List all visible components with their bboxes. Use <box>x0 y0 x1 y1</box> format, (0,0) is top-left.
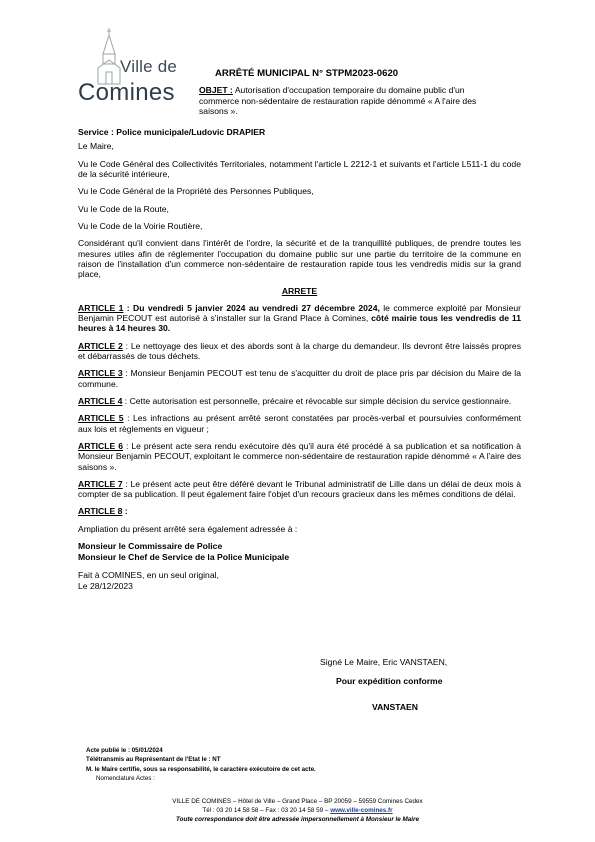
article-3 <box>78 368 521 389</box>
article-6-label: ARTICLE 6 <box>78 440 123 451</box>
teletransmission: Télétransmis au Représentant de l'Etat le : NT <box>86 756 221 764</box>
ampliation: Ampliation du présent arrêté sera également adressée à : <box>78 523 298 534</box>
footer-contact <box>0 806 595 815</box>
article-1-label: ARTICLE 1 <box>78 302 124 313</box>
object-text: Autorisation d'occupation temporaire du domaine public d'un commerce non-sédentaire de restauration rapide dénommé « A l'aire des saisons ». <box>199 85 477 117</box>
logo-line-comines: Comines <box>78 79 175 106</box>
signature-line: Signé Le Maire, Eric VANSTAEN, <box>320 657 448 667</box>
article-4 <box>78 396 521 406</box>
vu-cgct: Vu le Code Général des Collectivités Territoriales, notamment l'article L 2212-1 et suivants et l'article L511-1 du code de la sécurité intérieure, <box>78 158 521 179</box>
nomenclature: Nomenclature Actes : <box>96 774 155 782</box>
recipient-commissaire: Monsieur le Commissaire de Police <box>78 541 223 552</box>
vu-code-voirie: Vu le Code de la Voirie Routière, <box>78 220 203 231</box>
service-line: Service : Police municipale/Ludovic DRAPIER <box>78 127 266 137</box>
article-3-label: ARTICLE 3 <box>78 368 123 379</box>
article-1-dates: : Du vendredi 5 janvier 2024 au vendredi 27 décembre 2024, <box>123 302 380 313</box>
executory-certification: M. le Maire certifie, sous sa responsabilité, le caractère exécutoire de cet acte. <box>86 765 316 773</box>
decree-object <box>199 85 489 117</box>
page-footer <box>0 797 595 824</box>
decree-date: Le 28/12/2023 <box>78 581 133 591</box>
object-label: OBJET : <box>199 85 233 95</box>
logo-line-ville: Ville de <box>120 57 178 76</box>
article-4-label: ARTICLE 4 <box>78 395 123 406</box>
article-1-text: le commerce exploité par Monsieur Benjamin PECOUT est autorisé à s'installer sur la Grand Place à Comines, <box>78 302 521 324</box>
fait-a-comines: Fait à COMINES, en un seul original, <box>78 569 219 580</box>
article-7-text: : Le présent acte peut être déféré devant le Tribunal administratif de Lille dans un délai de deux mois à compter de sa publication. Il peut également faire l'objet d'un recours gracieux dans les mêmes conditions de délai. <box>78 478 522 500</box>
article-2-label: ARTICLE 2 <box>78 340 123 351</box>
article-5-label: ARTICLE 5 <box>78 413 124 424</box>
article-7-label: ARTICLE 7 <box>78 478 123 489</box>
footer-address: VILLE DE COMINES – Hôtel de Ville – Grand Place – BP 20059 – 59559 Comines Cedex <box>172 798 423 805</box>
considerant: Considérant qu'il convient dans l'intérêt de l'ordre, la sécurité et de la tranquillité publiques, de prendre toutes les mesures utiles afin de réglementer l'occupation du domaine public sur une partie du territoire de la commune en raison de l'installation d'un commerce non-sédentaire de restauration rapide tous les vendredis midis sur la grand place, <box>78 238 521 280</box>
signature-name: VANSTAEN <box>372 702 418 712</box>
article-2 <box>78 341 521 362</box>
article-6-text: : Le présent acte sera rendu exécutoire dès qu'il aura été procédé à sa publication et sa notification à Monsieur Benjamin PECOUT, exploitant le commerce non-sédentaire de restauration rapide dénommé « A l'aire des saisons ». <box>78 440 521 472</box>
article-3-text: : Monsieur Benjamin PECOUT est tenu de s'acquitter du droit de place pris par décision du Maire de la commune. <box>78 368 521 389</box>
recipient-chef-police: Monsieur le Chef de Service de la Police Municipale <box>78 552 290 563</box>
footer-phone-fax: Tél : 03 20 14 58 58 – Fax : 03 20 14 58 59 – <box>202 807 331 815</box>
article-5 <box>78 413 521 434</box>
article-4-text: : Cette autorisation est personnelle, précaire et révocable sur simple décision du service gestionnaire. <box>122 395 512 406</box>
arrete-heading: ARRETE <box>281 286 318 297</box>
article-6 <box>78 441 521 472</box>
article-2-text: : Le nettoyage des lieux et des abords sont à la charge du demandeur. Ils devront être laissés propres et débarrassés de tous déchets. <box>78 340 521 361</box>
decree-body <box>78 127 521 598</box>
published-date: Acte publié le : 05/01/2024 <box>86 747 163 754</box>
article-8 <box>78 506 521 516</box>
article-5-text: : Les infractions au présent arrêté seront constatées par procès-verbal et poursuivies conformément aux lois et règlements en vigueur ; <box>78 413 521 434</box>
article-1-hours: côté mairie tous les vendredis de 11 heures à 14 heures 30. <box>78 313 521 334</box>
website-link[interactable]: www.ville-comines.fr <box>330 807 393 815</box>
city-logo <box>76 26 196 108</box>
publication-metadata <box>86 746 316 783</box>
maire-line: Le Maire, <box>78 141 114 152</box>
article-7 <box>78 479 521 500</box>
decree-title: ARRÊTÉ MUNICIPAL N° STPM2023-0620 <box>215 68 399 79</box>
article-1 <box>78 303 521 334</box>
article-8-text: : <box>122 506 128 517</box>
vu-cgppp: Vu le Code Général de la Propriété des Personnes Publiques, <box>78 186 314 197</box>
vu-code-route: Vu le Code de la Route, <box>78 203 169 214</box>
article-8-label: ARTICLE 8 <box>78 506 123 517</box>
footer-correspondence-note: Toute correspondance doit être adressée impersonnellement à Monsieur le Maire <box>176 816 419 824</box>
expedition-conforme: Pour expédition conforme <box>336 676 443 686</box>
